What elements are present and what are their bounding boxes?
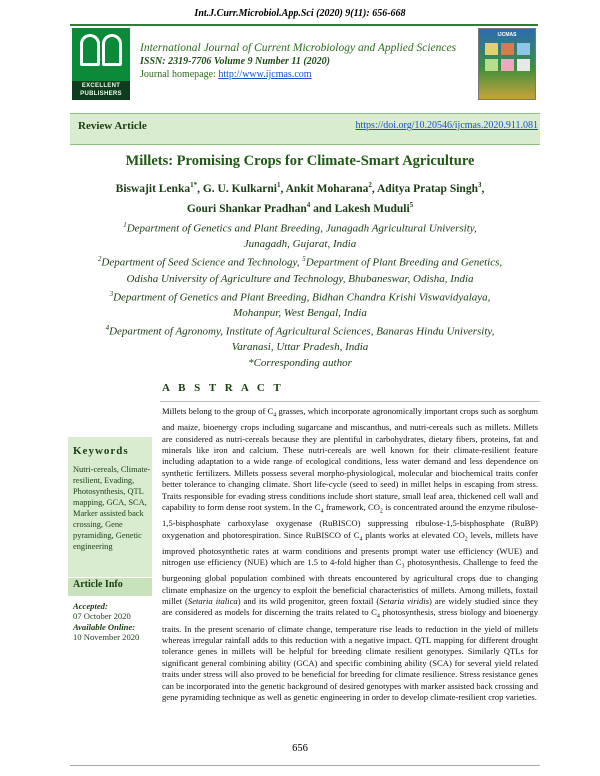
homepage-label: Journal homepage:: [140, 69, 219, 80]
homepage-link[interactable]: http://www.ijcmas.com: [218, 69, 312, 80]
logo-wordmark: EXCELLENT PUBLISHERS: [72, 81, 130, 100]
author-list: [0, 177, 600, 217]
logo-ring-icon: [80, 34, 100, 66]
journal-homepage: [140, 69, 312, 80]
online-label: Available Online:: [73, 621, 136, 632]
journal-name: International Journal of Current Microbiology and Applied Sciences: [140, 42, 457, 54]
cover-thumbnail: [501, 59, 514, 71]
article-title: Millets: Promising Crops for Climate-Smart Agriculture: [125, 153, 475, 169]
running-head: Int.J.Curr.Microbiol.App.Sci (2020) 9(11): 656-668: [194, 8, 406, 19]
keywords-list: Nutri-cereals, Climate-resilient, Evading, Photosynthesis, QTL mapping, GCA, SCA, Marker assisted back crossing, Gene pyramiding, Genetic engineering: [73, 465, 151, 551]
corresponding-author: *Corresponding author: [248, 356, 352, 369]
publisher-logo: [72, 28, 130, 100]
online-date: 10 November 2020: [73, 632, 140, 643]
article-info-heading: Article Info: [73, 579, 123, 590]
author-name: Ankit Moharana: [285, 182, 369, 195]
author-name: G. U. Kulkarni: [202, 182, 277, 195]
affiliation: Odisha University of Agriculture and Technology, Bhubaneswar, Odisha, India: [126, 272, 474, 285]
cover-thumbnail: [517, 43, 530, 55]
affiliation: $^1$Department of Genetics and Plant Breeding, Junagadh Agricultural University,: [123, 221, 477, 235]
author-name: Biswajit Lenka: [115, 182, 191, 195]
page-number: 656: [292, 743, 308, 754]
abstract-body: Millets belong to the group of $C_4$ grasses, which incorporate agronomically important crops such as sorghum and maize, bioenergy crops including sugarcane and miscanthus, and nutri-cereals such as millets. Millets are considered as nutri-cereals because they are plentiful in carbohydrates, dietary fibers, proteins, fat and minerals like iron and calcium. These nutri-cereals are well known for their climate-resilient feature including adaptation to a wide range of ecological conditions, less water demand and less dependence on synthetic fertilizers. Millets possess several morpho-physiological, molecular and biochemical traits confer better tolerance to changing climate. Short life-cycle (seed to seed) in millet helps in escaping from stress. Traits responsible for evading stress conditions include short stature, small leaf area, thickened cell wall and capability to form dense root system. In the $C_4$ framework, $CO_2$ is concentrated around the enzyme ribulose-1,5-bisphosphate carboxylase oxygenase (RuBISCO) suppressing ribulose-1,5-bisphosphate (RuBP) oxygenation and photorespiration. Since RuBISCO of $C_4$ plants works at elevated $CO_2$ levels, millets have improved photosynthetic rates at warm conditions and presents prompt water use efficiency (WUE) and nitrogen use efficiency (NUE) which are 1.5 to 4-fold higher than $C_3$ photosynthesis. Challenge to feed the burgeoning global population combined with threats encountered by agricultural crops due to changing climate emphasize on the urgency to exploit the beneficial characteristics of millets. Among millets, foxtail millet (Setaria italica) and its wild progenitor, green foxtail (Setaria viridis) are widely studied since they are considered as models for discerning the traits related to $C_4$ photosynthesis, stress biology and bioenergy traits. In the present scenario of climate change, temperature rise leads to reduction in the yield of millets whereas irregular rainfall adds to this reduction with a negative impact. QTL mapping for different drought tolerance genes in millets will be helpful for breeding climate resilient genotypes. Similarly QTLs for significant general combining ability (GCA) and specific combining ability (SCA) for several yield related traits under stress will also proved to be beneficial for breeding for climate resilience. Stress resistance genes can be incorporated into the genetic background of desired genotypes with marker assisted back crossing and gene pyramiding technique as well as genetic engineering in order to develop climate-resilient crop varieties.: [162, 406, 539, 702]
article-type: Review Article: [78, 120, 147, 132]
author-line: Gouri Shankar Pradhan$^4$ and Lakesh Muduli$^5$: [186, 200, 414, 215]
affiliations: [0, 218, 600, 371]
author-name: Lakesh Muduli: [334, 202, 410, 215]
logo-ring-icon: [102, 34, 122, 66]
cover-thumbnail: [501, 43, 514, 55]
cover-thumbnail: [485, 43, 498, 55]
abstract-rule: [160, 401, 540, 402]
affiliation: Mohanpur, West Bengal, India: [233, 307, 367, 319]
footer-rule: [70, 765, 540, 766]
author-line: Biswajit Lenka$^{1*}$, G. U. Kulkarni$^1$, Ankit Moharana$^2$, Aditya Pratap Singh$^3$,: [115, 181, 485, 195]
affiliation: $^2$Department of Seed Science and Technology, $^5$Department of Plant Breeding and Genetics,: [97, 255, 503, 270]
accepted-date: 07 October 2020: [73, 611, 131, 622]
accepted-label: Accepted:: [73, 601, 108, 611]
abstract-heading: A B S T R A C T: [162, 382, 284, 394]
journal-cover-image: [478, 28, 536, 100]
author-name: Aditya Pratap Singh: [377, 182, 478, 195]
issn-line: ISSN: 2319-7706 Volume 9 Number 11 (2020): [140, 56, 331, 67]
cover-thumbnail: [517, 59, 530, 71]
affiliation: Junagadh, Gujarat, India: [243, 238, 357, 251]
affiliation: Varanasi, Uttar Pradesh, India: [231, 341, 369, 354]
keywords-heading: Keywords: [73, 445, 129, 457]
article-dates: [73, 601, 157, 643]
affiliation: $^4$Department of Agronomy, Institute of Agricultural Sciences, Banaras Hindu University,: [105, 324, 495, 339]
header-rule: [70, 24, 538, 26]
doi-link[interactable]: https://doi.org/10.20546/ijcmas.2020.911.081: [355, 120, 538, 131]
cover-thumbnail: [485, 59, 498, 71]
author-name: Gouri Shankar Pradhan: [186, 202, 307, 215]
affiliation: $^3$Department of Genetics and Plant Breeding, Bidhan Chandra Krishi Viswavidyalaya,: [109, 289, 491, 304]
cover-title: IJCMAS: [497, 32, 517, 38]
